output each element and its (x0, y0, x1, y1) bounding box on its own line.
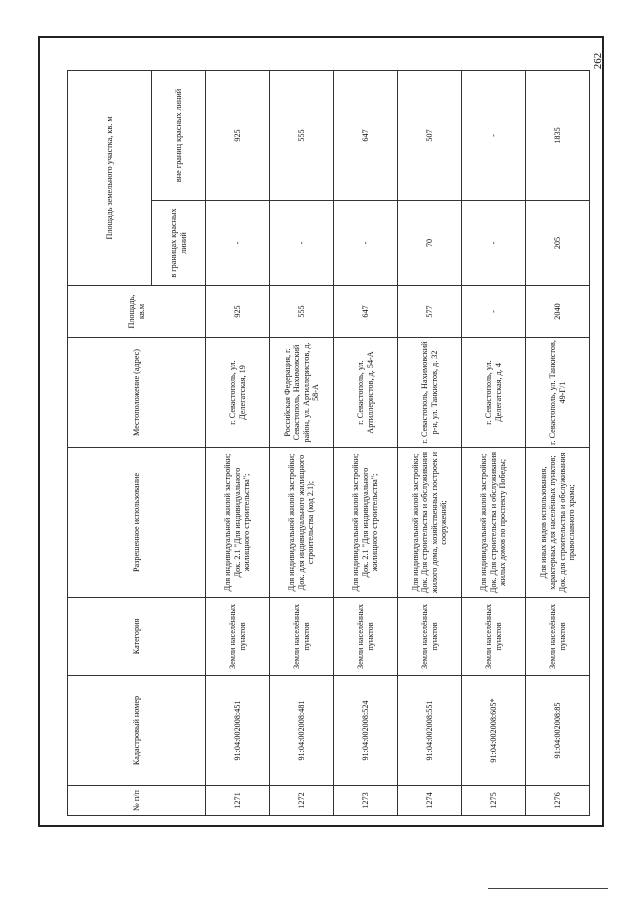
cell-category: Земли населённых пунктов (334, 598, 398, 676)
cell-cadastral: 91:04:002008:85 (526, 676, 590, 786)
cell-num: 1274 (398, 786, 462, 816)
cell-location: г. Севастополь, ул. Делегатская, 19 (206, 338, 270, 448)
cell-use: Для иных видов использования, характерных для населённых пунктов; Док. для строительства и обслуживания православного храма; (526, 448, 590, 598)
cell-area: 647 (334, 286, 398, 338)
header-row (68, 70, 152, 815)
header-area: Площадь, кв.м (68, 286, 206, 338)
cell-use: Для индивидуальной жилой застройки; Док. 2.1 "Для индивидуального жилищного строительства"; (206, 448, 270, 598)
cell-category: Земли населённых пунктов (206, 598, 270, 676)
cell-use: Для индивидуальной жилой застройки; Док. 2.1 "Для индивидуального жилищного строительства"; (334, 448, 398, 598)
header-plot-area: Площадь земельного участка, кв. м (68, 70, 152, 285)
cell-within: 205 (526, 201, 590, 286)
header-outside: вне границ красных линий (152, 70, 206, 200)
header-within: в границах красных линий (152, 201, 206, 286)
cell-num: 1271 (206, 786, 270, 816)
cell-outside: 647 (334, 70, 398, 200)
header-location: Местоположение (адрес) (68, 338, 206, 448)
cell-location: г. Севастополь, Нахимовский р-н, ул. Танкистов, д. 32 (398, 338, 462, 448)
cell-num: 1273 (334, 786, 398, 816)
cell-area: 2040 (526, 286, 590, 338)
cell-use: Для индивидуальной жилой застройки; Док. Для строительства и обслуживания жилого дома, хозяйственных построек и сооружений; (398, 448, 462, 598)
cell-within: - (334, 201, 398, 286)
bottom-rule (488, 888, 608, 889)
header-category: Категория (68, 598, 206, 676)
cell-category: Земли населённых пунктов (462, 598, 526, 676)
header-use: Разрешенное использование (68, 448, 206, 598)
cell-area: 555 (270, 286, 334, 338)
cell-category: Земли населённых пунктов (398, 598, 462, 676)
header-cadastral: Кадастровый номер (68, 676, 206, 786)
cell-use: Для индивидуальной жилой застройки; Док. Для строительства и обслуживания жилых домов по проспекту Победы; (462, 448, 526, 598)
cell-cadastral: 91:04:002008:451 (206, 676, 270, 786)
cell-cadastral: 91:04:002008:481 (270, 676, 334, 786)
cell-within: - (462, 201, 526, 286)
cell-within: - (270, 201, 334, 286)
cell-outside: 1835 (526, 70, 590, 200)
cell-outside: 555 (270, 70, 334, 200)
cell-area: - (462, 286, 526, 338)
cell-num: 1275 (462, 786, 526, 816)
cell-location: г. Севастополь, ул. Танкистов, 49-Г/1 (526, 338, 590, 448)
cell-category: Земли населённых пунктов (526, 598, 590, 676)
table-row (526, 70, 590, 815)
cell-category: Земли населённых пунктов (270, 598, 334, 676)
rotated-table-container (67, 71, 589, 816)
cell-location: Российская Федерация, г. Севастополь, Нахимовский район, ул. Артиллеристов, д. 58-А (270, 338, 334, 448)
table-row (398, 70, 462, 815)
cell-num: 1272 (270, 786, 334, 816)
cell-within: 70 (398, 201, 462, 286)
cell-outside: - (462, 70, 526, 200)
header-num: № п/п (68, 786, 206, 816)
cell-location: г. Севастополь, ул. Делегатская, д. 4 (462, 338, 526, 448)
cell-cadastral: 91:04:002008:605* (462, 676, 526, 786)
cell-outside: 507 (398, 70, 462, 200)
cell-cadastral: 91:04:002008:551 (398, 676, 462, 786)
table-row (270, 70, 334, 815)
cell-use: Для индивидуальной жилой застройки; Док. для индивидуального жилищного строительства (код 2.1); (270, 448, 334, 598)
cell-area: 925 (206, 286, 270, 338)
table-row (334, 70, 398, 815)
table-row (462, 70, 526, 815)
cell-within: - (206, 201, 270, 286)
cell-cadastral: 91:04:002008:524 (334, 676, 398, 786)
page-number: 262 (592, 52, 604, 70)
cell-outside: 925 (206, 70, 270, 200)
cell-area: 577 (398, 286, 462, 338)
cell-location: г. Севастополь, ул. Артиллеристов, д. 54-А (334, 338, 398, 448)
land-plots-table (67, 70, 590, 816)
cell-num: 1276 (526, 786, 590, 816)
table-row (206, 70, 270, 815)
